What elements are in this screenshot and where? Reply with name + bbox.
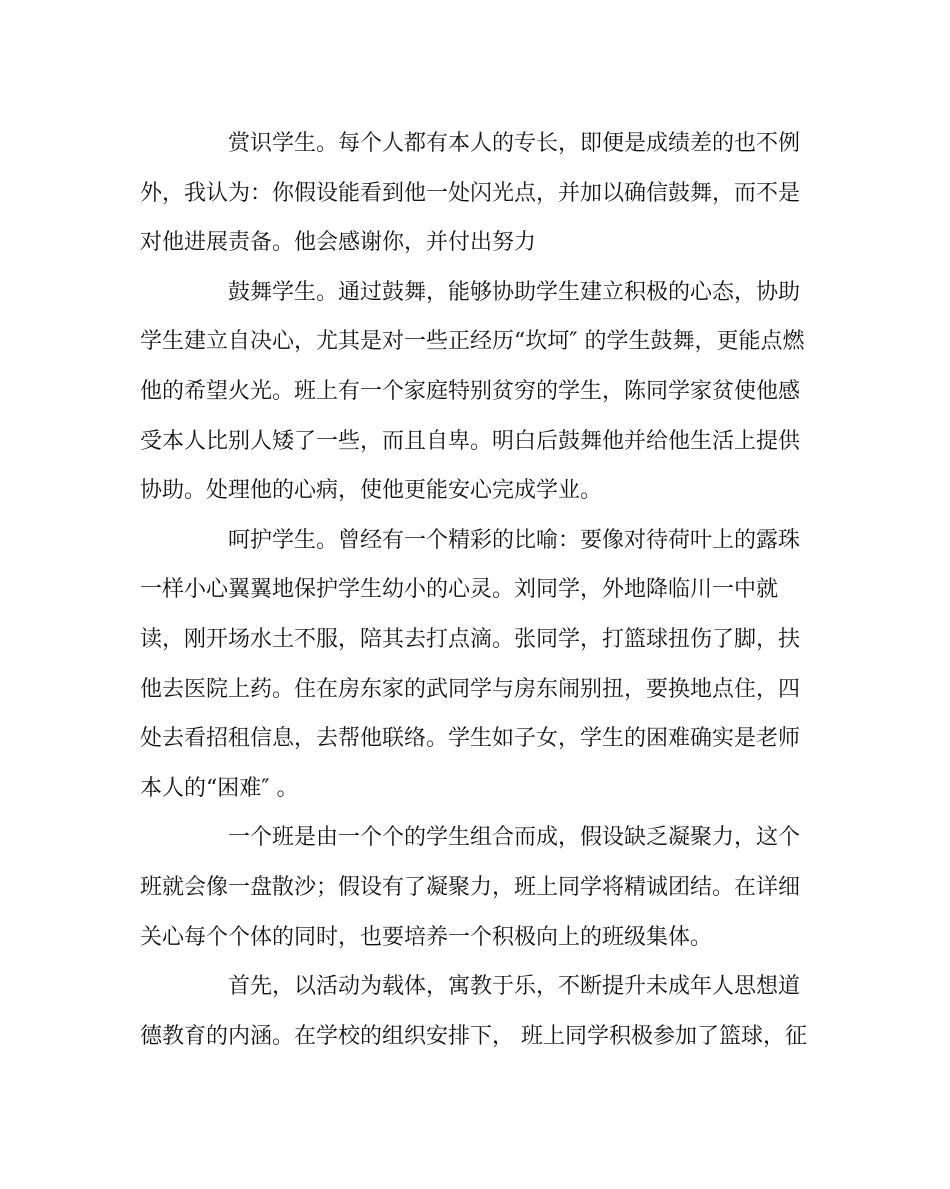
text-line: 鼓舞学生。通过鼓舞，能够协助学生建立积极的心态，协助 bbox=[228, 279, 801, 305]
text-line: 读，刚开场水土不服，陪其去打点滴。张同学，打篮球扭伤了脚，扶 bbox=[140, 626, 801, 652]
text-line: 外，我认为：你假设能看到他一处闪光点，并加以确信鼓舞，而不是 bbox=[140, 180, 801, 206]
text-line: 赏识学生。每个人都有本人的专长，即便是成绩差的也不例 bbox=[228, 131, 801, 156]
text-line: 学生建立自决心，尤其是对一些正经历“坎坷″ 的学生鼓舞，更能点燃 bbox=[140, 329, 805, 355]
text-line: 一个班是由一个个的学生组合而成，假设缺乏凝聚力，这个 bbox=[228, 825, 801, 851]
text-line: 关心每个个体的同时，也要培养一个积极向上的班级集体。 bbox=[140, 924, 713, 950]
text-line: 本人的“困难″ 。 bbox=[140, 775, 299, 801]
text-line: 德教育的内涵。在学校的组织安排下， 班上同学积极参加了篮球，征 bbox=[140, 1023, 807, 1049]
text-line: 处去看招租信息，去帮他联络。学生如子女，学生的困难确实是老师 bbox=[140, 726, 801, 752]
document-body bbox=[140, 119, 820, 1061]
text-line: 一样小心翼翼地保护学生幼小的心灵。刘同学，外地降临川一中就 bbox=[140, 577, 779, 603]
text-line: 首先，以活动为载体，寓教于乐，不断提升未成年人思想道 bbox=[228, 974, 801, 1000]
text-line: 班就会像一盘散沙；假设有了凝聚力，班上同学将精诚团结。在详细 bbox=[140, 874, 801, 900]
text-line: 他去医院上药。住在房东家的武同学与房东闹别扭，要换地点住，四 bbox=[140, 676, 801, 702]
text-line: 他的希望火光。班上有一个家庭特别贫穷的学生，陈同学家贫使他感 bbox=[140, 378, 801, 404]
paragraph-encourage-students bbox=[140, 268, 820, 516]
text-line: 呵护学生。曾经有一个精彩的比喻：要像对待荷叶上的露珠 bbox=[228, 527, 801, 553]
paragraph-protect-students bbox=[140, 516, 820, 814]
paragraph-appreciate-students bbox=[140, 119, 820, 268]
text-line: 对他进展责备。他会感谢你，并付出努力 bbox=[140, 230, 537, 256]
text-line: 协助。处理他的心病，使他更能安心完成学业。 bbox=[140, 478, 603, 504]
text-line: 受本人比别人矮了一些，而且自卑。明白后鼓舞他并给他生活上提供 bbox=[140, 428, 801, 454]
paragraph-activities bbox=[140, 962, 820, 1061]
paragraph-class-cohesion bbox=[140, 813, 820, 962]
